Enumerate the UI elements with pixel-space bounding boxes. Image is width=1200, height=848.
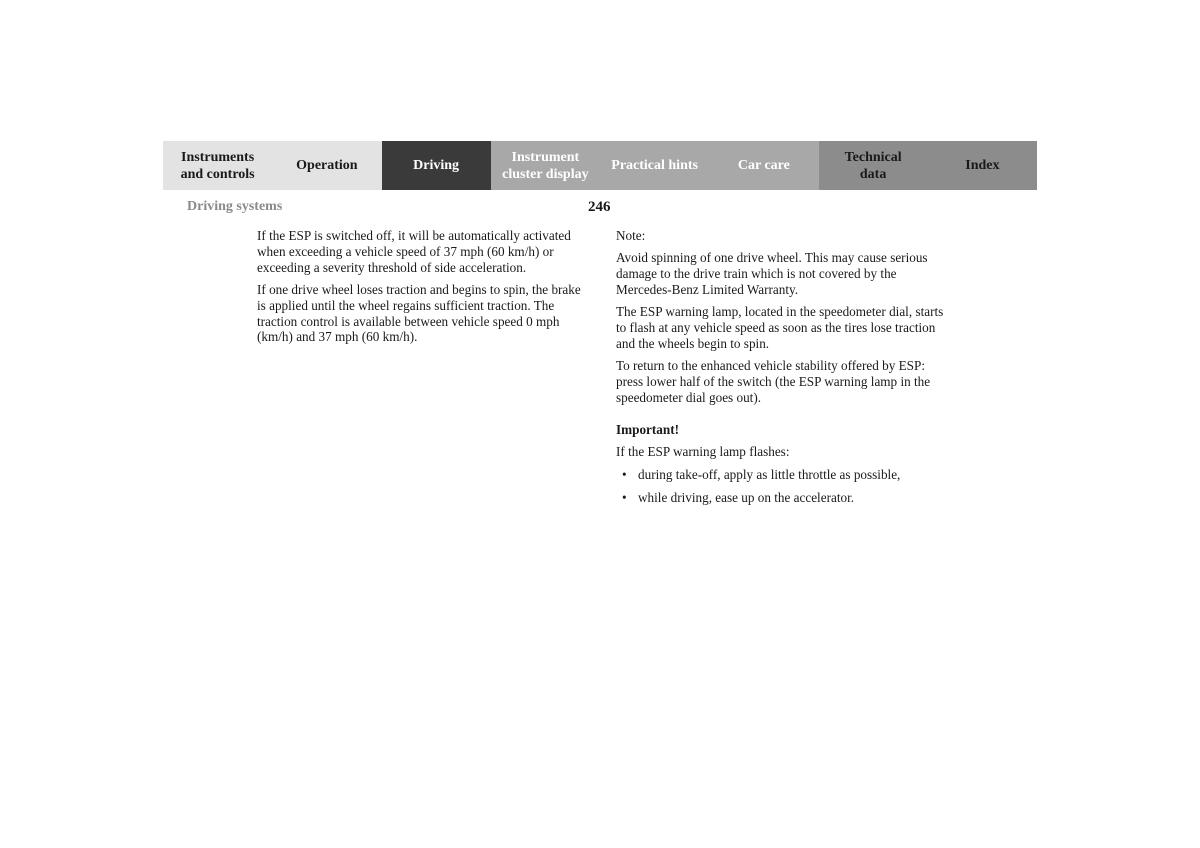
tab-operation[interactable] <box>272 141 381 190</box>
paragraph-traction-control: If one drive wheel loses traction and begins to spin, the brake is applied until the wheel regains sufficient traction. The traction control is available between vehicle speed 0 mph (km/h) and 37 mph (60 km/h). <box>257 281 581 345</box>
page-number: 246 <box>588 199 611 215</box>
note-label: Note: <box>616 228 646 243</box>
paragraph-esp-auto-activation: If the ESP is switched off, it will be automatically activated when exceeding a vehicle speed of 37 mph (60 km/h) or exceeding a severity threshold of side acceleration. <box>257 228 571 275</box>
paragraph-return-stability: To return to the enhanced vehicle stability offered by ESP: press lower half of the switch (the ESP warning lamp in the speedometer dial goes out). <box>616 358 931 405</box>
paragraph-esp-warning-lamp: The ESP warning lamp, located in the speedometer dial, starts to flash at any vehicle speed as soon as the tires lose traction and the wheels begin to spin. <box>616 304 944 351</box>
tab-label: Instrument cluster display <box>502 149 589 182</box>
instruction-list <box>616 467 951 507</box>
tab-practical-hints[interactable] <box>600 141 709 190</box>
list-item-text: while driving, ease up on the accelerator. <box>638 490 855 506</box>
tab-driving[interactable] <box>382 141 491 190</box>
tab-label: Index <box>965 158 1000 173</box>
tab-label: Car care <box>737 158 790 173</box>
list-item-text: during take-off, apply as little throttle as possible, <box>638 466 901 482</box>
chapter-tab-bar <box>163 141 1037 190</box>
tab-instrument-cluster-display[interactable] <box>491 141 600 190</box>
bullet-icon: • <box>622 466 627 482</box>
tab-label: Operation <box>296 158 358 173</box>
left-column <box>257 228 587 352</box>
paragraph-avoid-spinning: Avoid spinning of one drive wheel. This may cause serious damage to the drive train which is not covered by the Mercedes-Benz Limited Warranty. <box>616 250 928 297</box>
list-item <box>616 490 951 506</box>
tab-instruments-and-controls[interactable] <box>163 141 272 190</box>
tab-label: Driving <box>413 158 460 173</box>
tab-technical-data[interactable] <box>819 141 928 190</box>
tab-car-care[interactable] <box>709 141 818 190</box>
bullet-icon: • <box>622 490 627 506</box>
list-item <box>616 467 951 483</box>
tab-label: Instruments and controls <box>180 149 255 182</box>
section-title: Driving systems <box>187 199 283 214</box>
tab-label: Practical hints <box>611 158 698 173</box>
important-heading: Important! <box>616 421 680 437</box>
tab-label: Technical data <box>844 149 902 182</box>
right-column <box>616 228 951 514</box>
paragraph-lamp-flashes: If the ESP warning lamp flashes: <box>616 444 790 460</box>
tab-index[interactable] <box>928 141 1037 190</box>
